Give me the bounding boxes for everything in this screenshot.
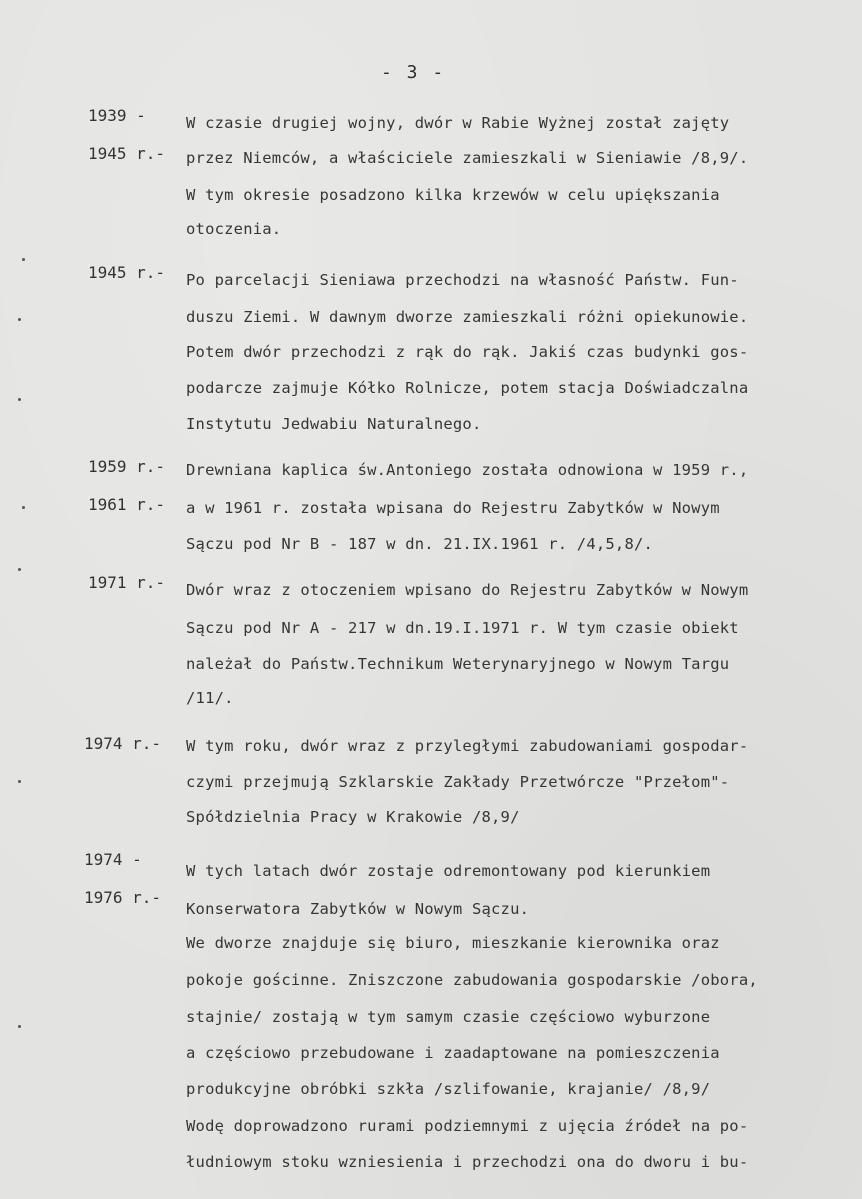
text-line: łudniowym stoku wzniesienia i przechodzi ona do dworu i bu- [186, 1153, 749, 1171]
page-number: - 3 - [381, 62, 446, 83]
entry-date: 1939 - [88, 106, 146, 125]
margin-speck [18, 780, 21, 783]
text-line: /11/. [186, 689, 234, 707]
text-line: stajnie/ zostają w tym samym czasie częściowo wyburzone [186, 1008, 711, 1026]
text-line: czymi przejmują Szklarskie Zakłady Przetwórcze "Przełom"- [186, 773, 730, 791]
margin-speck [18, 398, 21, 401]
text-line: należał do Państw.Technikum Weterynaryjnego w Nowym Targu [186, 655, 730, 673]
text-line: Spółdzielnia Pracy w Krakowie /8,9/ [186, 808, 520, 826]
entry-date: 1961 r.- [88, 495, 166, 514]
text-line: We dworze znajduje się biuro, mieszkanie kierownika oraz [186, 934, 720, 952]
margin-speck [18, 1025, 21, 1028]
text-line: przez Niemców, a właściciele zamieszkali w Sieniawie /8,9/. [186, 149, 749, 167]
margin-speck [18, 568, 21, 571]
text-line: Sączu pod Nr A - 217 w dn.19.I.1971 r. W tym czasie obiekt [186, 619, 739, 637]
entry-date: 1976 r.- [84, 888, 162, 907]
text-line: W tym okresie posadzono kilka krzewów w celu upiększania [186, 186, 720, 204]
text-line: W czasie drugiej wojny, dwór w Rabie Wyżnej został zajęty [186, 114, 730, 132]
text-line: Drewniana kaplica św.Antoniego została odnowiona w 1959 r., [186, 461, 749, 479]
text-line: W tych latach dwór zostaje odremontowany pod kierunkiem [186, 862, 711, 880]
margin-speck [18, 318, 21, 321]
text-line: pokoje gościnne. Zniszczone zabudowania gospodarskie /obora, [186, 971, 758, 989]
text-line: Sączu pod Nr B - 187 w dn. 21.IX.1961 r. /4,5,8/. [186, 535, 654, 553]
margin-speck [22, 258, 25, 261]
text-line: Konserwatora Zabytków w Nowym Sączu. [186, 900, 530, 918]
text-line: Instytutu Jedwabiu Naturalnego. [186, 415, 482, 433]
text-line: produkcyjne obróbki szkła /szlifowanie, krajanie/ /8,9/ [186, 1080, 711, 1098]
text-line: Dwór wraz z otoczeniem wpisano do Rejestru Zabytków w Nowym [186, 581, 749, 599]
text-line: duszu Ziemi. W dawnym dworze zamieszkali różni opiekunowie. [186, 308, 749, 326]
text-line: Wodę doprowadzono rurami podziemnymi z ujęcia źródeł na po- [186, 1117, 749, 1135]
text-line: Po parcelacji Sieniawa przechodzi na własność Państw. Fun- [186, 271, 739, 289]
entry-date: 1974 - [84, 850, 142, 869]
margin-speck [22, 506, 25, 509]
text-line: W tym roku, dwór wraz z przyległymi zabudowaniami gospodar- [186, 737, 749, 755]
entry-date: 1971 r.- [88, 573, 166, 592]
text-line: a w 1961 r. została wpisana do Rejestru Zabytków w Nowym [186, 499, 720, 517]
entry-date: 1959 r.- [88, 457, 166, 476]
entry-date: 1974 r.- [84, 734, 162, 753]
text-line: podarcze zajmuje Kółko Rolnicze, potem stacja Doświadczalna [186, 379, 749, 397]
entry-date: 1945 r.- [88, 144, 166, 163]
text-line: Potem dwór przechodzi z rąk do rąk. Jakiś czas budynki gos- [186, 343, 749, 361]
entry-date: 1945 r.- [88, 263, 166, 282]
text-line: a częściowo przebudowane i zaadaptowane na pomieszczenia [186, 1044, 720, 1062]
text-line: otoczenia. [186, 220, 282, 238]
